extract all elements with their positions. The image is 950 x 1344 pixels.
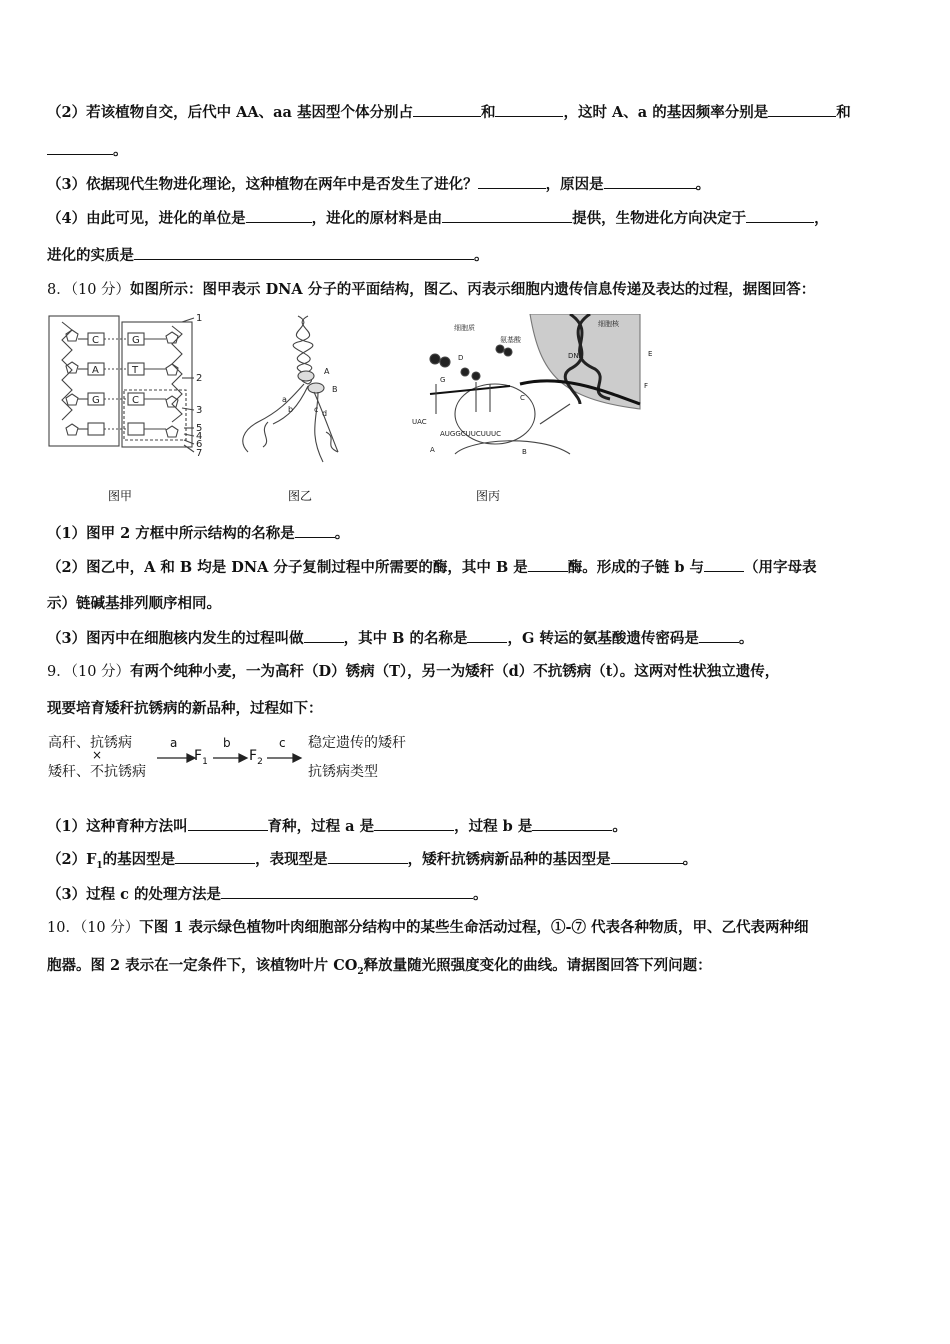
- number-label: 6: [196, 439, 203, 450]
- svg-text:F: F: [644, 382, 649, 390]
- answer-blank[interactable]: [304, 628, 344, 643]
- svg-text:E: E: [648, 350, 653, 358]
- svg-text:c: c: [314, 405, 319, 414]
- answer-blank[interactable]: [246, 208, 312, 223]
- q9-part2: $(2)F_1$的基因型是 ，表现型是 ，矮秆抗锈病新品种的基因型是 。: [47, 851, 698, 871]
- figure-dna-plane-structure: [44, 310, 214, 460]
- base-box: [88, 423, 104, 435]
- f1-label: $F_1$: [194, 748, 208, 767]
- q7-part4-cont: 进化的实质是 。: [47, 247, 489, 264]
- answer-blank[interactable]: [374, 816, 454, 831]
- svg-text:AUGGCUUCUUUC: AUGGCUUCUUUC: [440, 430, 502, 438]
- svg-text:氨基酸: 氨基酸: [500, 336, 521, 344]
- parent-1: 高秆、抗锈病: [48, 735, 132, 751]
- step-c-label: c: [279, 736, 286, 750]
- svg-text:细胞质: 细胞质: [454, 324, 475, 332]
- strand-box: [49, 316, 119, 446]
- f2-label: $F_2$: [249, 748, 263, 767]
- number-label: 5: [196, 423, 203, 434]
- q7-part4: （4）由此可见，进化的单位是 ，进化的原材料是由 提供，生物进化方向决定于 ，: [47, 210, 829, 227]
- answer-blank[interactable]: [328, 849, 408, 864]
- answer-blank[interactable]: [188, 816, 268, 831]
- answer-blank[interactable]: [175, 849, 255, 864]
- svg-text:C: C: [520, 394, 525, 402]
- q8-part3: （3）图丙中在细胞核内发生的过程叫做 ，其中 B 的名称是 ，G 转运的氨基酸遗传密码是 。: [47, 630, 754, 647]
- q8-part2-cont: 示）链碱基排列顺序相同。: [47, 595, 221, 612]
- answer-blank[interactable]: [495, 102, 563, 117]
- base-label: C: [92, 335, 99, 346]
- answer-blank[interactable]: [47, 140, 113, 155]
- answer-blank[interactable]: [467, 628, 507, 643]
- figure-dna-replication: [228, 312, 358, 472]
- number-label: 7: [196, 448, 203, 459]
- q8-part2: （2）图乙中，A 和 B 均是 DNA 分子复制过程中所需要的酶，其中 B 是 酶。形成的子链 b 与 （用字母表: [47, 559, 817, 576]
- answer-blank[interactable]: [699, 628, 739, 643]
- number-label: 3: [196, 405, 203, 416]
- svg-text:DNA: DNA: [568, 352, 584, 360]
- svg-text:B: B: [332, 385, 338, 394]
- answer-blank[interactable]: [704, 557, 744, 572]
- number-label: 4: [196, 431, 203, 442]
- q8-part1: （1）图甲 2 方框中所示结构的名称是 。: [47, 525, 350, 542]
- answer-blank[interactable]: [413, 102, 481, 117]
- svg-text:G: G: [440, 376, 446, 384]
- q9-part3: （3）过程 c 的处理方法是 。: [47, 886, 488, 903]
- number-label: 1: [196, 313, 203, 324]
- svg-text:细胞核: 细胞核: [598, 320, 619, 328]
- svg-text:A: A: [324, 367, 330, 376]
- svg-text:d: d: [322, 409, 328, 418]
- parent-2: 矮秆、不抗锈病: [48, 764, 146, 780]
- figure-caption-jia: 图甲: [108, 489, 133, 503]
- step-b-label: b: [223, 736, 231, 750]
- answer-blank[interactable]: [746, 208, 814, 223]
- figure-caption-yi: 图乙: [288, 489, 313, 503]
- result-line-1: 稳定遗传的矮秆: [308, 735, 406, 751]
- cross-symbol: ×: [92, 748, 103, 762]
- answer-blank[interactable]: [442, 208, 572, 223]
- answer-blank[interactable]: [611, 849, 683, 864]
- svg-text:B: B: [522, 448, 527, 456]
- figure-caption-bing: 图丙: [476, 489, 501, 503]
- svg-text:b: b: [288, 405, 294, 414]
- answer-blank[interactable]: [768, 102, 836, 117]
- q8-heading: 8．（10 分）如图所示：图甲表示 DNA 分子的平面结构，图乙、丙表示细胞内遗传信息传递及表达的过程，据图回答：: [47, 281, 816, 298]
- answer-blank[interactable]: [528, 557, 568, 572]
- q9-part1: （1）这种育种方法叫 育种，过程 a 是 ，过程 b 是 。: [47, 818, 627, 835]
- base-label: T: [132, 365, 139, 376]
- figure-transcription-translation: [410, 314, 660, 464]
- answer-blank[interactable]: [134, 245, 474, 260]
- q9-heading-cont: 现要培育矮秆抗锈病的新品种，过程如下：: [47, 700, 323, 717]
- q9-heading: 9．（10 分）有两个纯种小麦，一为高秆（D）锈病（T），另一为矮秆（d）不抗锈病（t）。这两对性状独立遗传，: [47, 663, 780, 680]
- answer-blank[interactable]: [604, 174, 696, 189]
- q10-heading: 10．（10 分）下图 1 表示绿色植物叶肉细胞部分结构中的某些生命活动过程，①-⑦ 代表各种物质，甲、乙代表两种细: [47, 919, 809, 936]
- svg-text:UAC: UAC: [412, 418, 427, 426]
- q7-part3: （3）依据现代生物进化理论，这种植物在两年中是否发生了进化？ ，原因是 。: [47, 176, 711, 193]
- svg-text:A: A: [430, 446, 435, 454]
- step-a-label: a: [170, 736, 178, 750]
- q10-heading-cont: 胞器。图 2 表示在一定条件下，该植物叶片 $CO_2$释放量随光照强度变化的曲线。请据图回答下列问题：: [47, 957, 712, 977]
- q7-part2-cont: 。: [47, 140, 128, 161]
- answer-blank[interactable]: [295, 523, 335, 538]
- number-label: 2: [196, 373, 203, 384]
- answer-blank[interactable]: [221, 884, 473, 899]
- base-label: G: [132, 335, 140, 346]
- base-label: G: [92, 395, 100, 406]
- base-box: [128, 423, 144, 435]
- svg-text:D: D: [458, 354, 464, 362]
- base-label: C: [132, 395, 139, 406]
- base-label: A: [92, 365, 99, 376]
- result-line-2: 抗锈病类型: [308, 764, 378, 780]
- answer-blank[interactable]: [532, 816, 612, 831]
- svg-text:a: a: [282, 395, 287, 404]
- answer-blank[interactable]: [478, 174, 546, 189]
- q7-part2: （2）若该植物自交，后代中 AA、aa 基因型个体分别占 和 ，这时 A、a 的基因频率分别是 和: [47, 104, 851, 121]
